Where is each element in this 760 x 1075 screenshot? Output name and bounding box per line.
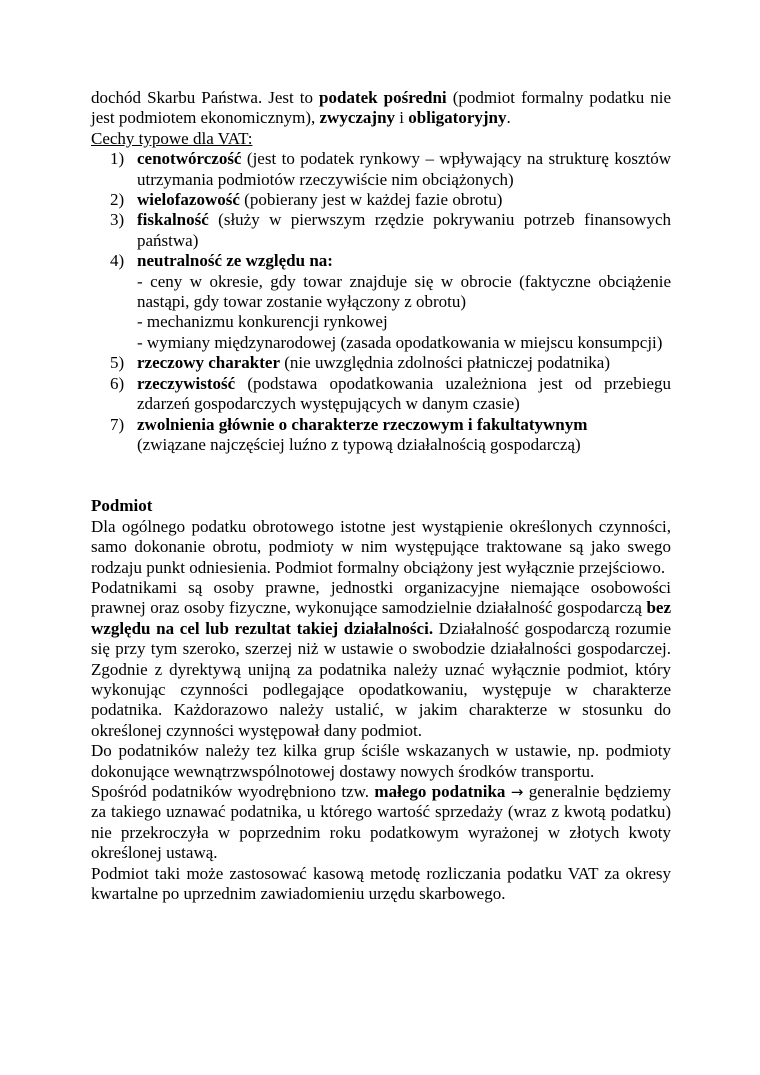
cechy-item-1 (91, 149, 671, 190)
section-gap (91, 455, 671, 496)
intro-text-3: i (395, 108, 409, 128)
intro-bold-podatek-posredni: podatek pośredni (319, 88, 447, 107)
cechy-item-term: wielofazowość (137, 190, 240, 210)
cechy-item-term: cenotwórczość (137, 149, 242, 169)
cechy-item-desc: (służy w pierwszym rzędzie pokrywaniu potrzeb finansowych państwa) (137, 210, 671, 250)
podmiot-paragraph-2 (91, 578, 671, 741)
intro-text-4: . (506, 108, 511, 128)
podmiot-paragraph-5: Podmiot taki może zastosować kasową metodę rozliczania podatku VAT za okresy kwartalne po uprzednim zawiadomieniu urzędu skarbowego. (91, 863, 671, 904)
intro-paragraph (91, 88, 671, 129)
cechy-item-term: fiskalność (137, 210, 209, 230)
podmiot-paragraph-4 (91, 782, 671, 864)
podmiot-heading: Podmiot (91, 496, 153, 516)
intro-text-2: (podmiot formalny podatku nie jest podmiotem ekonomicznym), (91, 88, 672, 128)
cechy-item-number: 5) (110, 353, 125, 373)
right-arrow-icon: → (510, 783, 524, 801)
cechy-item-desc: (jest to podatek rynkowy – wpływający na strukturę kosztów utrzymania podmiotów rzeczywiście nim obciążonych) (137, 149, 671, 189)
cechy-item-desc: (pobierany jest w każdej fazie obrotu) (239, 190, 503, 210)
cechy-item-desc: (nie uwzględnia zdolności płatniczej podatnika) (280, 353, 610, 373)
cechy-item-number: 4) (110, 251, 125, 271)
neutral-sub-1: - ceny w okresie, gdy towar znajduje się w obrocie (faktyczne obciążenie nastąpi, gdy towar zostanie wyłączony z obrotu) (137, 271, 671, 312)
cechy-item-term: zwolnienia głównie o charakterze rzeczowym i fakultatywnym (137, 414, 588, 434)
cechy-item-term: rzeczowy charakter (137, 353, 281, 373)
intro-text-1: dochód Skarbu Państwa. Jest to (91, 88, 320, 107)
neutral-sub-2: - mechanizmu konkurencji rynkowej (137, 312, 388, 332)
intro-bold-zwyczajny: zwyczajny (319, 108, 396, 128)
document-page (91, 88, 671, 904)
cechy-item-5 (91, 353, 671, 373)
podmiot-paragraph-3: Do podatników należy tez kilka grup ściśle wskazanych w ustawie, np. podmioty dokonujące wewnątrzwspólnotowej dostawy nowych środków transportu. (91, 741, 671, 781)
intro-bold-obligatoryjny: obligatoryjny (408, 108, 507, 128)
neutral-sub-3: - wymiany międzynarodowej (zasada opodatkowania w miejscu konsumpcji) (137, 332, 663, 352)
cechy-item-number: 6) (110, 373, 125, 393)
cechy-item-7 (91, 415, 671, 456)
cechy-item-term: rzeczywistość (137, 373, 236, 393)
p4-bold-maly-podatnik: małego podatnika (374, 782, 506, 801)
p2-text-a: Podatnikami są osoby prawne, jednostki organizacyjne niemające osobowości prawnej oraz osoby fizyczne, wykonujące samodzielnie działalność gospodarczą (91, 577, 671, 618)
zwolnienia-sub: (związane najczęściej luźno z typową działalnością gospodarczą) (137, 434, 581, 454)
cechy-item-4 (91, 251, 671, 353)
cechy-item-2 (91, 190, 671, 210)
p4-text-c: generalnie będziemy za takiego uznawać podatnika, u którego wartość sprzedaży (wraz z kwotą podatku) nie przekroczyła w poprzednim roku podatkowym wyrażonej w złotych kwoty określonej ustawą. (91, 782, 671, 863)
cechy-item-6 (91, 374, 671, 415)
cechy-item-term: neutralność ze względu na: (137, 251, 333, 271)
p2-text-c: Działalność gospodarczą rozumie się przy tym szeroko, szerzej niż w ustawie o swobodzie działalności gospodarczej. Zgodnie z dyrektywą unijną za podatnika należy uznać wyłącznie podmiot, który wykonując czynności podlegające opodatkowaniu, występuje w charakterze podatnika. Każdorazowo należy ustalić, w jakim charakterze w stosunku do określonej czynności występował dany podmiot. (91, 618, 671, 740)
cechy-list (91, 149, 671, 455)
p4-text-a: Spośród podatników wyodrębniono tzw. (91, 782, 375, 801)
cechy-item-number: 7) (110, 414, 125, 434)
podmiot-paragraph-1: Dla ogólnego podatku obrotowego istotne jest wystąpienie określonych czynności, samo dokonanie obrotu, podmioty w nim występujące traktowane są jako swego rodzaju punkt odniesienia. Podmiot formalny obciążony jest wyłącznie przejściowo. (91, 516, 671, 577)
cechy-item-desc: (podstawa opodatkowania uzależniona jest od przebiegu zdarzeń gospodarczych występujących w danym czasie) (137, 373, 671, 414)
cechy-item-number: 2) (110, 190, 125, 210)
cechy-item-number: 3) (110, 210, 125, 230)
cechy-item-number: 1) (110, 149, 125, 169)
p2-bold: bez względu na cel lub rezultat takiej działalności. (91, 598, 671, 638)
cechy-heading: Cechy typowe dla VAT: (91, 128, 253, 148)
cechy-item-3 (91, 210, 671, 251)
